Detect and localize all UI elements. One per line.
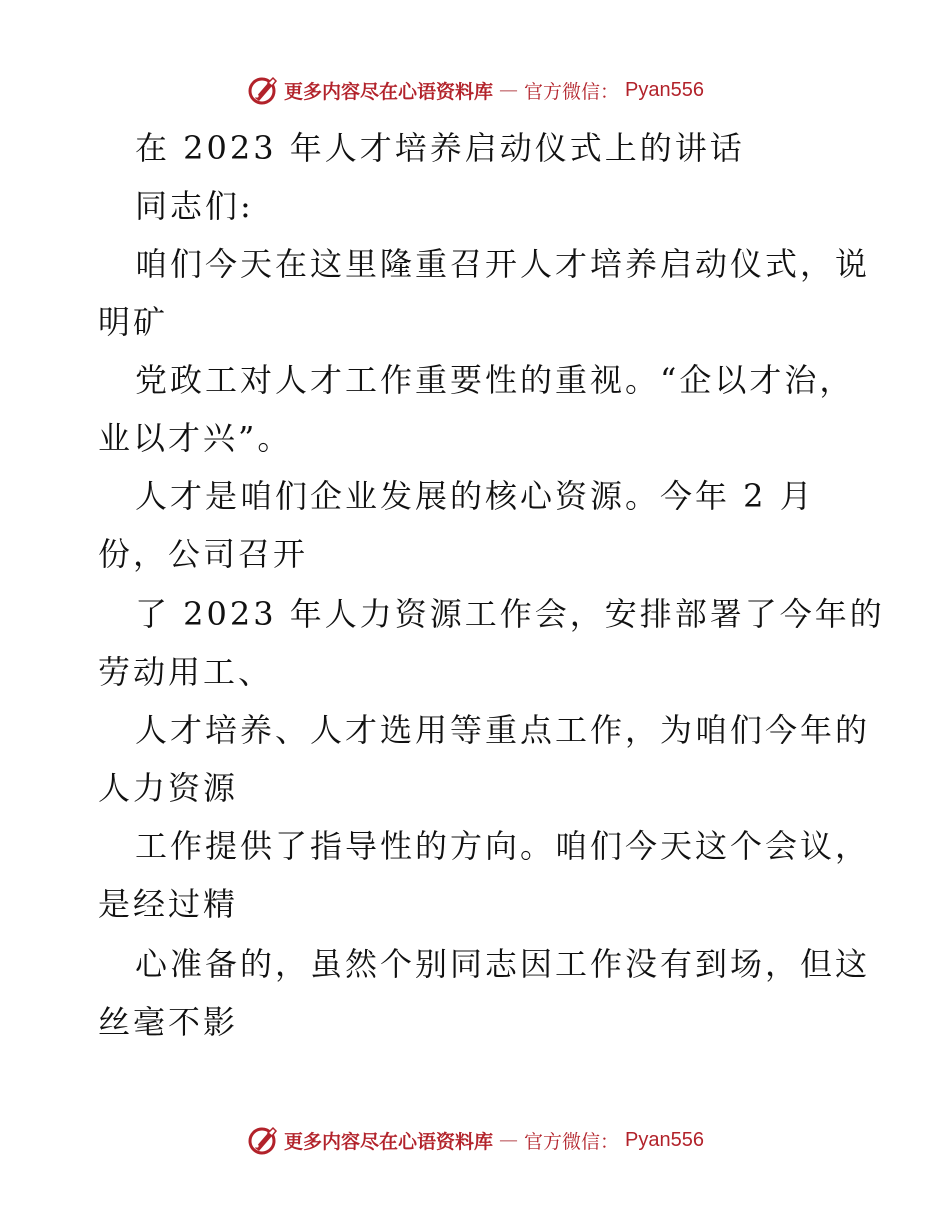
watermark-contact-label: 官方微信： [524,1130,620,1153]
watermark-brand: 更多内容尽在心语资料库 [284,1130,494,1153]
text-line: 丝毫不影 [98,1003,239,1041]
text-line: 党政工对人才工作重要性的重视。“企以才治， [135,361,855,399]
text-line: 人才培养、人才选用等重点工作，为咱们今年的 [135,711,871,749]
watermark-dash: — [499,1129,519,1151]
text-line: 明矿 [98,303,169,341]
text-line: 了 2023 年人力资源工作会，安排部署了今年的 [135,595,885,633]
text-line: 心准备的，虽然个别同志因工作没有到场，但这 [135,945,871,983]
text-line: 咱们今天在这里隆重召开人才培养启动仪式，说 [135,245,871,283]
text-line: 人才是咱们企业发展的核心资源。今年 2 月 [135,477,815,515]
header-watermark [0,70,950,110]
footer-watermark [0,1120,950,1160]
text-line: 劳动用工、 [98,653,274,691]
text-line: 工作提供了指导性的方向。咱们今天这个会议， [135,827,871,865]
text-line: 人力资源 [98,769,239,807]
text-line: 份，公司召开 [98,535,309,573]
watermark-contact-label: 官方微信： [524,80,620,103]
watermark-dash: — [499,79,519,101]
text-line: 业以才兴”。 [98,419,293,457]
pen-logo-icon [246,1124,278,1156]
watermark-brand: 更多内容尽在心语资料库 [284,80,494,103]
text-line: 是经过精 [98,885,239,923]
watermark-contact-id: Pyan556 [625,1128,704,1151]
salutation: 同志们: [135,187,254,225]
watermark-contact-id: Pyan556 [625,78,704,101]
document-title: 在 2023 年人才培养启动仪式上的讲话 [135,129,745,167]
pen-logo-icon [246,74,278,106]
